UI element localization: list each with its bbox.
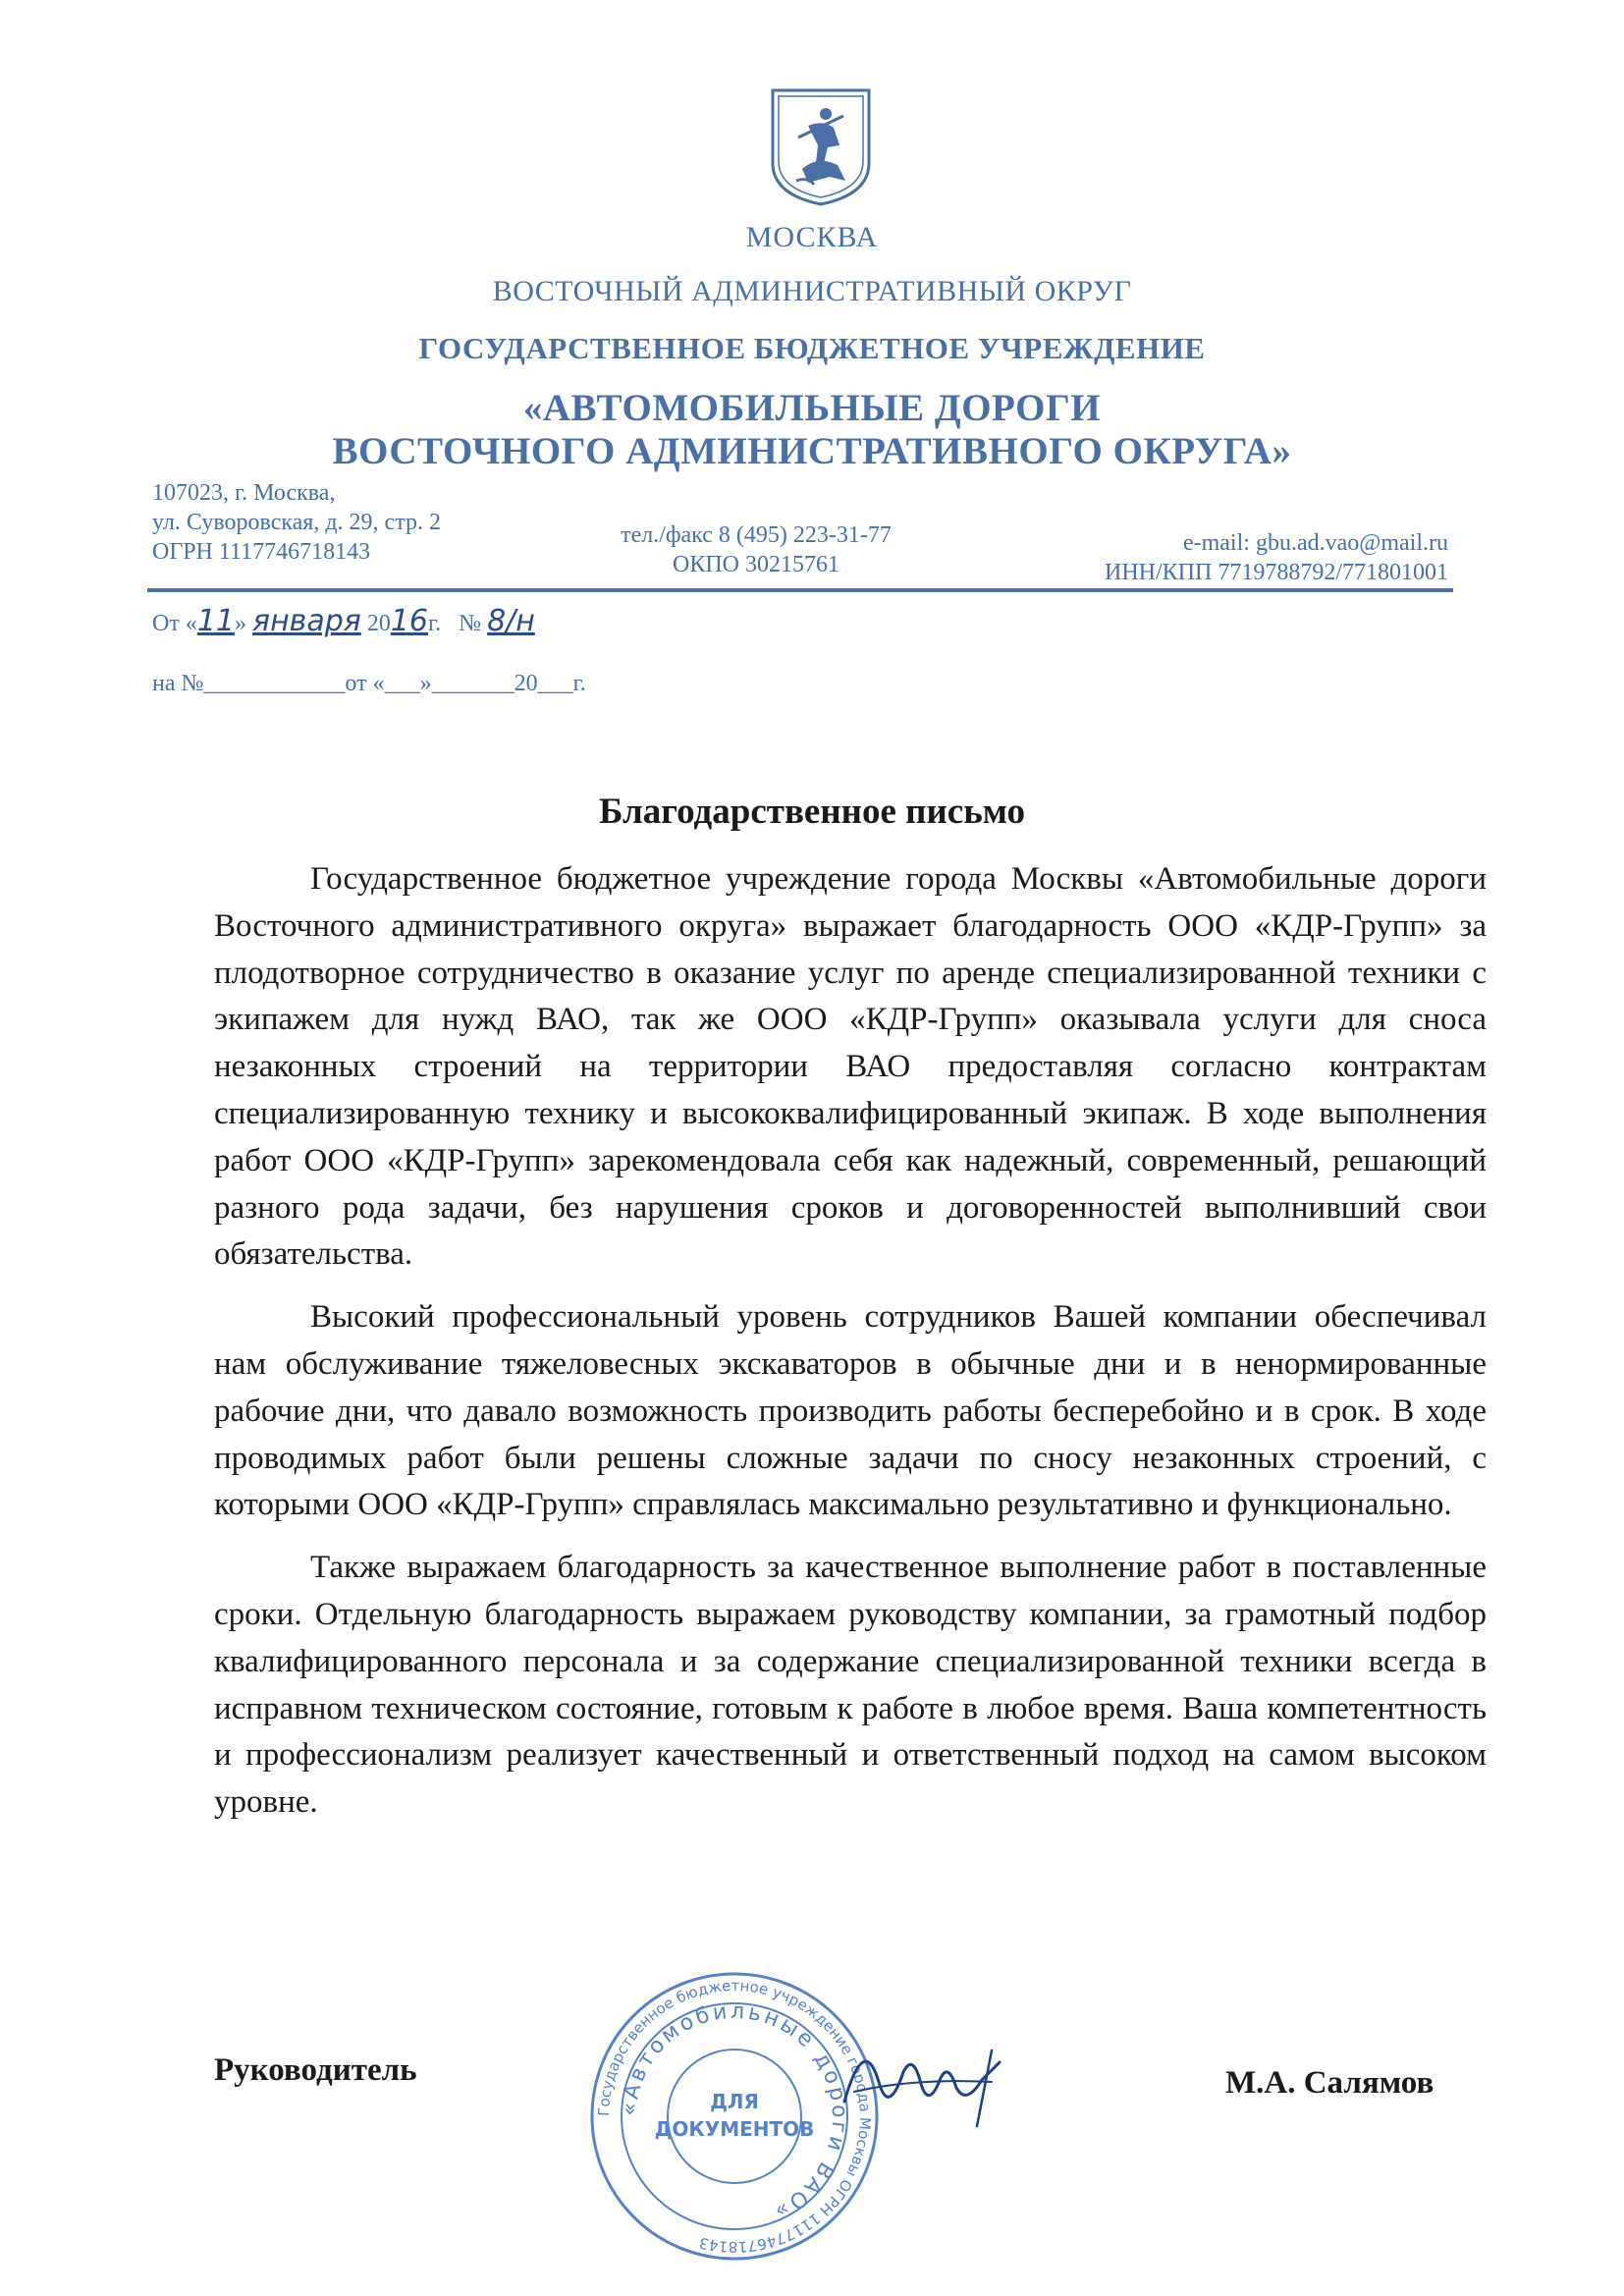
address-line1: 107023, г. Москва, bbox=[152, 480, 336, 506]
year-suffix: г. bbox=[428, 611, 442, 636]
signer-title: Руководитель bbox=[214, 2052, 417, 2088]
letter-title: Благодарственное письмо bbox=[599, 792, 1025, 832]
stamp-center-line2: ДОКУМЕНТОВ bbox=[654, 2117, 815, 2141]
ref-number: 8/н bbox=[487, 604, 535, 638]
year-prefix: 20 bbox=[366, 611, 391, 636]
moscow-coat-of-arms-icon bbox=[769, 86, 873, 208]
handwritten-signature-icon bbox=[835, 2023, 1011, 2131]
address-line2: ул. Суворовская, д. 29, стр. 2 bbox=[152, 510, 441, 535]
header-org-name-line1: «АВТОМОБИЛЬНЫЕ ДОРОГИ bbox=[522, 387, 1102, 429]
contact-phone-block bbox=[550, 520, 962, 579]
letter-body bbox=[214, 856, 1487, 1842]
from-label: От « bbox=[152, 611, 197, 636]
ogrn: ОГРН 1117746718143 bbox=[152, 539, 371, 565]
header-divider bbox=[147, 588, 1453, 592]
ref-year: 16 bbox=[390, 604, 429, 638]
okpo: ОКПО 30215761 bbox=[672, 552, 839, 577]
stamp-center-line1: ДЛЯ bbox=[710, 2090, 759, 2113]
inn-kpp: ИНН/КПП 7719788792/771801001 bbox=[1104, 560, 1448, 585]
ref-month: января bbox=[252, 604, 361, 638]
header-institution-type: ГОСУДАРСТВЕННОЕ БЮДЖЕТНОЕ УЧРЕЖДЕНИЕ bbox=[418, 331, 1206, 365]
paragraph-3: Также выражаем благодарность за качественное выполнение работ в поставленные сроки. Отдельную благодарность выражаем руководству компании, за грамотный подбор квалифицированного персонала и за содержание специализированной техники всегда в исправном техническом состояние, готовым к работе в любое время. Ваша компетентность и профессионализм реализует качественный и ответственный подход на самом высоком уровне. bbox=[214, 1550, 1487, 1821]
signer-name: М.А. Салямов bbox=[1225, 2065, 1435, 2101]
header-city: МОСКВА bbox=[745, 221, 879, 253]
header-org-name-line2: ВОСТОЧНОГО АДМИНИСТРАТИВНОГО ОКРУГА» bbox=[332, 430, 1292, 472]
phone: тел./факс 8 (495) 223-31-77 bbox=[621, 522, 892, 548]
header-district: ВОСТОЧНЫЙ АДМИНИСТРАТИВНЫЙ ОКРУГ bbox=[492, 275, 1132, 307]
paragraph-2: Высокий профессиональный уровень сотрудников Вашей компании обеспечивал нам обслуживание тяжеловесных экскаваторов в обычные дни и в ненормированные рабочие дни, что давало возможность производить работы бесперебойно и в срок. В ходе проводимых работ были решены сложные задачи по сносу незаконных строений, с которыми ООО «КДР-Групп» справлялась максимально результативно и функционально. bbox=[214, 1299, 1487, 1523]
stamp-outer-text: Государственное бюджетное учреждение города Москвы ОГРН 1117746718143 bbox=[594, 1976, 875, 2257]
paragraph-1: Государственное бюджетное учреждение города Москвы «Автомобильные дороги Восточного административного округа» выражает благодарность ООО «КДР-Групп» за плодотворное сотрудничество в оказание услуг по аренде специализированной техники с экипажем для нужд ВАО, так же ООО «КДР-Групп» оказывала услуги для сноса незаконных строений на территории ВАО предоставляя согласно контрактам специализированную технику и высококвалифицированный экипаж. В ходе выполнения работ ООО «КДР-Групп» зарекомендовала себя как надежный, современный, решающий разного рода задачи, без нарушения сроков и договоренностей выполнивший свои обязательства. bbox=[214, 861, 1487, 1273]
ref-day: 11 bbox=[196, 604, 236, 638]
contact-email-block bbox=[982, 528, 1448, 587]
contact-address-block bbox=[152, 478, 441, 567]
stamp-inner-text: «Автомобильные дороги ВАО» bbox=[617, 1998, 852, 2225]
number-label: № bbox=[459, 611, 482, 636]
reference-date-line: От «11» января 2016г. № 8/н bbox=[152, 604, 535, 638]
reference-reply-line: на №____________от «___»_______20___г. bbox=[152, 671, 586, 696]
email: e-mail: gbu.ad.vao@mail.ru bbox=[1182, 530, 1448, 556]
